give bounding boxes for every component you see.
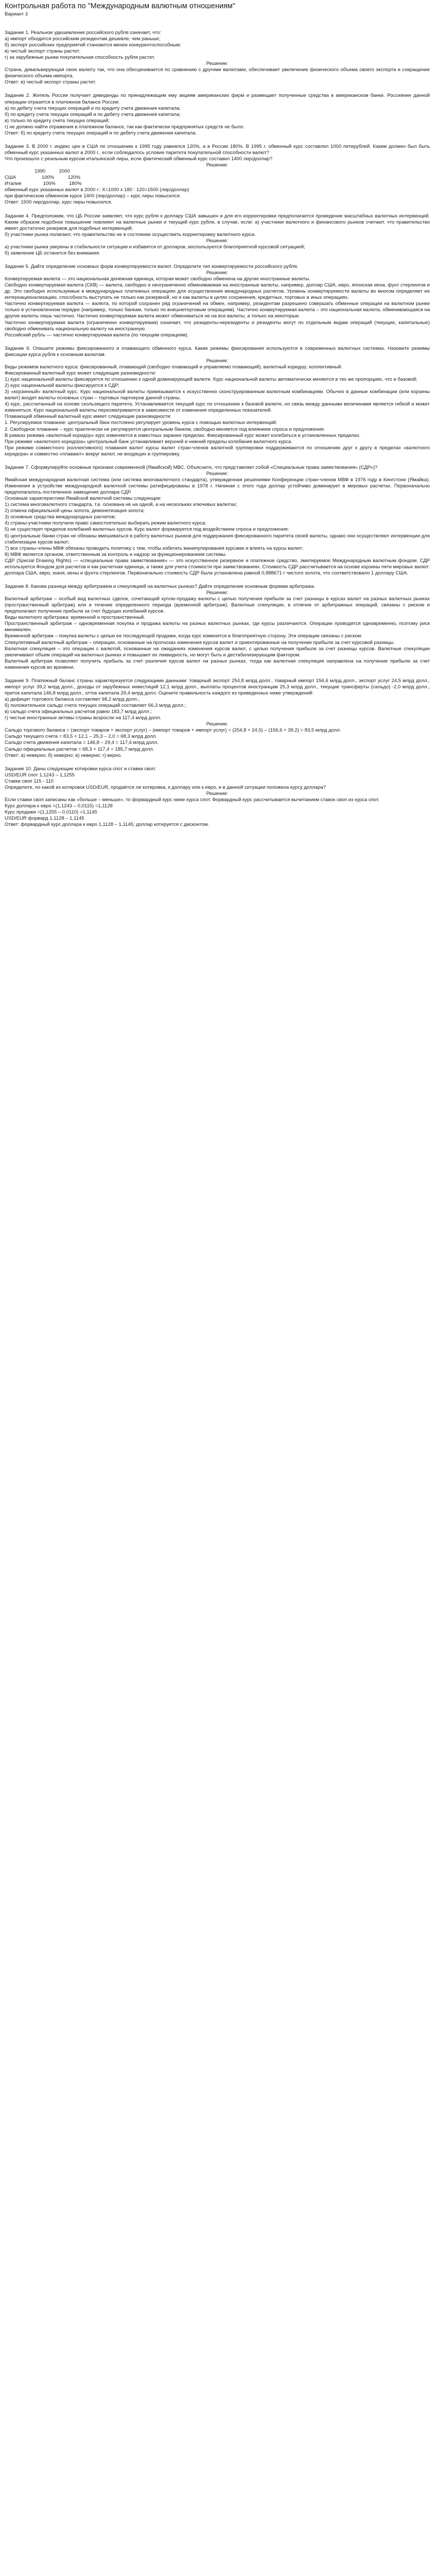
solution-heading: Решение: xyxy=(206,790,229,796)
text-paragraph: б) заявление ЦБ останется без внимания. xyxy=(5,250,100,256)
document-page xyxy=(0,0,436,828)
text-paragraph: в) чистый экспорт страны растет; xyxy=(5,48,81,55)
solution-heading: Решение: xyxy=(206,358,229,364)
text-paragraph: Спекулятивный валютный арбитраж – операции, основанные на прогнозах изменения курсов валют и ориентированные на получение прибыли за счет курсовой разницы. xyxy=(5,639,395,646)
task-section xyxy=(5,213,430,257)
task-section xyxy=(5,766,430,828)
text-paragraph: Основные характеристики Ямайской валютной системы следующие: xyxy=(5,496,162,502)
solution-heading: Решение: xyxy=(206,590,229,596)
text-paragraph: Ответ: б) по кредиту счета текущих операций и по дебету счета движения капитала. xyxy=(5,130,197,136)
text-paragraph: б) положительное сальдо счета текущих операций составляет 66,3 млрд долл.; xyxy=(5,703,186,709)
text-paragraph: 3) «корзинный» валютный курс. Курс национальной валюты привязывается к искусственно сконструированным валютным комбинациям. Обычно в данные комбинации (или корзины валют) входят валюты основных стран – торговых партнеров данной страны. xyxy=(5,389,430,401)
text-paragraph: 1. Регулируемое плавание: центральный банк постоянно регулирует уровень курса с помощью валютных интервенций. xyxy=(5,420,277,426)
text-paragraph: Валютная спекуляция – это операции с валютой, основанные на ожиданиях изменения курсов валют, с целью получения прибыли за счет разницы курсов. Валютные спекуляции увеличивают объем операций на валютных рынках и повышают их ликвидность, но могут быть и дестабилизирующим фактором. xyxy=(5,646,430,658)
variant-label: Вариант 3 xyxy=(5,11,28,17)
task-question: Задание 5. Дайте определение основных форм конвертируемости валют. Определите тип конвертируемости российского рубля. xyxy=(5,263,299,269)
text-paragraph: 1) система многовалютного стандарта, т.е. основана не на одной, а на нескольких ключевых валютах; xyxy=(5,502,237,508)
task-section xyxy=(5,346,430,457)
text-paragraph: при фактическом обменном курсе 1400 (лир/доллар) – курс лиры повысился. xyxy=(5,193,181,199)
task-section xyxy=(5,144,430,206)
text-paragraph: 1) курс национальной валюты фиксируется по отношению к одной доминирующей валюте. Курс национальной валюты автоматически меняется в тех же пропорциях, что и базовой; xyxy=(5,377,417,382)
text-paragraph: Частично конвертируемая валюта (ограниченно конвертируемая) означает, что резиденты-нерезиденты и резиденты могут по отдельным видам операций (текущие, капитальные) свободно обменивать национальную валюту на иностранную. xyxy=(5,319,430,332)
text-paragraph: а) дефицит торгового баланса составляет 98,2 млрд долл.; xyxy=(5,697,140,702)
text-paragraph: Ямайская международная валютная система (или система многовалютного стандарта), утвержденная решениями Конференции стран-членов МВФ в 1976 году в Кингстоне (Ямайка). Изменения в устройстве международной валютной системы ратифицированы в 1978 г. Начиная с этого года доллар устойчиво доминирует в мировых расчетах. Первоначально предполагалось постепенное замещение доллара СДР. xyxy=(5,477,430,496)
text-paragraph: Сальдо счета движения капитала = 146,8 – 29,4 = 117,4 млрд долл. xyxy=(5,740,159,746)
text-paragraph: USD/EUR форвард 1,1128 – 1,1145 xyxy=(5,816,84,822)
text-paragraph: Виды валютного арбитража: временной и пространственный. xyxy=(5,615,145,621)
text-paragraph: 3) основные средства международных расчетов; xyxy=(5,514,116,520)
text-paragraph: Российский рубль — частично конвертируемая валюта (по текущим операциям). xyxy=(5,332,189,338)
tasks-container xyxy=(5,30,430,828)
task-question: Задание 6. Опишите режимы фиксированного и плавающего обменного курса. Какие режимы фиксирования используются в современных валютных системах. Назовите режимы фиксации курса рубля к основным валютам. xyxy=(5,345,430,358)
text-paragraph: б) экспорт российских предприятий становится менее конкурентоспособным; xyxy=(5,42,181,48)
text-paragraph: Ответ: в) чистый экспорт страны растет. xyxy=(5,79,96,86)
text-paragraph: Валютный арбитраж – особый вид валютных сделок, сочетающий куплю-продажу валюты с целью получения прибыли за счет разницы в курсах валют на разных валютных рынках (пространственный арбитраж) или в течение определенного периода (временной арбитраж). Валютные спекуляции, в отличие от арбитражных операций, связаны с риском и предполагают получение прибыли за счет будущих колебаний курсов. xyxy=(5,596,430,615)
text-paragraph: Валютный арбитраж позволяет получить прибыль за счет различия курсов валют на разных рынках, тогда как валютная спекуляция направлена на получение прибыли за счет изменения курсов во времени. xyxy=(5,658,430,670)
solution-heading: Решение: xyxy=(206,238,229,244)
text-paragraph: 8) МВФ является органом, ответственным за контроль и надзор за функционированием системы. xyxy=(5,551,227,557)
text-paragraph: Определите, по какой из котировок USD/EUR, продаётся ли котировка, к доллару или к евро, и в данной ситуации положена курсу доллара? xyxy=(5,784,326,790)
text-paragraph: а) по дебету счета текущих операций и по кредиту счета движения капитала; xyxy=(5,105,181,111)
task-section xyxy=(5,465,430,577)
text-paragraph: СДР (Special Drawing Rights) — «специальные права заимствования» — это искусственное резервное и платежное средство, эмитируемое Международным валютным фондом. СДР используется Фондом для расчетов и как расчетная единица, а также для учета стоимости при заимствованиях. Стоимость СДР рассчитывается на основе корзины пяти мировых валют: доллара США, евро, юаня, иены и фунта стерлингов. Первоначально стоимость СДР была установлена равной 0,888671 г чистого золота, что соответствовало 1 доллару США. xyxy=(5,557,430,576)
text-paragraph: а) участники рынка уверены в стабильности ситуации и избавятся от долларов, воспользуются благоприятной курсовой ситуацией; xyxy=(5,244,305,250)
text-paragraph: При режиме «валютного коридора» центральный банк устанавливает верхний и нижний пределы колебания валютного курса. xyxy=(5,438,292,445)
text-paragraph: Ответ: форвардный курс доллара к евро 1,1128 – 1,1145; доллар котируется с дисконтом. xyxy=(5,822,210,828)
task-section xyxy=(5,678,430,759)
text-paragraph: г) чистые иностранные активы страны возросли на 117,4 млрд долл. xyxy=(5,715,162,721)
text-paragraph: В рамках режима «валютный коридор» курс изменяется в известных заранее пределах. Фиксированный курс может колебаться в установленных пределах. xyxy=(5,432,361,438)
text-paragraph: б) участники рынка полагают, что правительство не в состоянии осуществить корректировку валютного курса. xyxy=(5,231,256,238)
document-title: Контрольная работа по "Международным валютным отношениям" xyxy=(5,2,236,10)
text-paragraph: в) только по кредиту счета текущих операций; xyxy=(5,117,110,124)
text-paragraph: Фиксированный валютный курс может следующие разновидности: xyxy=(5,370,156,376)
text-paragraph: Если ставки своп записаны как «больше – меньше», то форвардный курс ниже курса спот. Форвардный курс рассчитывается вычитанием ставок своп из курса спот. xyxy=(5,796,379,803)
task-section xyxy=(5,93,430,136)
solution-heading: Решение: xyxy=(206,470,229,477)
task-question: Задание 2. Житель России получает дивиденды по принадлежащим ему акциям американских фирм и размещает полученные средства в американском банке. Россиянин данной операции отразится в платежном балансе России: xyxy=(5,93,430,105)
solution-heading: Решение: xyxy=(206,162,229,168)
text-paragraph: 5) не существует пределов колебаний валютных курсов. Курс валют формируется под воздействием спроса и предложения; xyxy=(5,527,289,533)
solution-heading: Решение: xyxy=(206,721,229,727)
text-paragraph: Сальдо официальных расчетов = 68,3 + 117,4 = 185,7 млрд долл. xyxy=(5,746,154,752)
task-section xyxy=(5,264,430,338)
data-table: 1990 2000 США 100% 120% Италия 100% 180% xyxy=(5,168,82,187)
text-paragraph: 2. Свободное плавание – курс практически не регулируется центральным банком, свободно меняется под влиянием спроса и предложения. xyxy=(5,426,325,432)
text-paragraph: а) импорт обходится российским резидентам дешевле, чем раньше; xyxy=(5,36,161,42)
task-question: Задание 10. Даны следующие котировки курса спот и ставки своп: xyxy=(5,766,156,772)
text-paragraph: б) по кредиту счета текущих операций и по дебету счета движения капитала; xyxy=(5,111,181,117)
task-question: Задание 7. Сформулируйте основные признаки современной (Ямайской) МВС. Объясните, что представляет собой «Специальные права заимствования» (СДР»)? xyxy=(5,464,378,470)
text-paragraph: Курс продажи =(1,1255 – 0,0110) =1,1145 xyxy=(5,809,97,816)
text-paragraph: 4) курс, рассчитанный на основе скользящего паритета. Устанавливается текущий курс по отношению к базовой валюте, но связь между данными величинами является гибкой и может изменяться. Курс национальной валюты пересматривается в зависимости от изменения определенных показателей. xyxy=(5,401,430,414)
text-paragraph: в) сальдо счета официальных расчетов равно 183,7 млрд долл.; xyxy=(5,709,152,715)
text-paragraph: Что произошло с реальным курсом итальянской лиры, если фактический обменный курс составил 1400 лир/доллар? xyxy=(5,156,273,162)
text-paragraph: Пространственный арбитраж – одновременная покупка и продажа валюты на разных валютных рынках, где курсы различаются. Операции проводятся одновременно, поэтому риск минимален. xyxy=(5,621,430,633)
text-paragraph: 4) страны-участники получили право самостоятельно выбирать режим валютного курса; xyxy=(5,520,206,527)
solution-heading: Решение: xyxy=(206,61,229,67)
text-paragraph: Частично конвертируемая валюта — валюта, по которой сохранен ряд ограничений на обмен, например, резидентам разрешено совершать обменные операции на валютном рынке только в установленном порядке (например, только банкам, только по внешнеторговым операциям). Частично конвертируемая валюта – это национальная валюта, обменивающаяся на другие валюты лишь частично. Частично конвертируемая валюта может обмениваться не на все валюты, а только на некоторые. xyxy=(5,301,430,319)
text-paragraph: Ответ: 1500 лир/доллар, курс лиры повысился. xyxy=(5,199,112,206)
text-paragraph: Виды режимов валютного курса: фиксированный, плавающий (свободно плавающий и управляемо плавающий), валютный коридор, коллективный. xyxy=(5,364,342,370)
task-question: Задание 4. Предположим, что ЦБ России заявляет, что курс рубля к доллару США завышен и для его корректировки предполагается проведение масштабных валютных интервенций. Каким образом подобное повышение повлияет на валютные рынки и текущий курс рубля, в случае, если: а) участники валютного и финансового рынков считают, что правительство имеет достаточно резервов для подобных интервенций; xyxy=(5,213,430,231)
text-paragraph: Временной арбитраж – покупка валюты с целью ее последующей продажи, когда курс изменится в благоприятную сторону. Эти операции связаны с риском. xyxy=(5,633,362,639)
text-paragraph: USD/EUR спот 1,1243 – 1,1255 xyxy=(5,772,75,778)
text-paragraph: г) за зарубежные рынки покупательная способность рубля растет. xyxy=(5,55,155,61)
text-paragraph: Ставки своп 115 - 110 xyxy=(5,778,54,784)
text-paragraph: Курс доллара к евро =(1,1243 – 0,0115) =1,1128 xyxy=(5,803,113,809)
text-paragraph: 2) курс национальной валюты фиксируется к СДР; xyxy=(5,383,119,389)
text-paragraph: обменный курс указанных валют в 2000 г.: X=1000 х 180 : 120=1500 (лир/доллар) xyxy=(5,187,189,193)
text-paragraph: При режиме совместного (коллективного) плавания валют курсы валют стран-членов валютной группировки поддерживаются по отношению друг к другу в пределах «валютного коридора» и совместно «плавают» вокруг валют, не входящих в группировку. xyxy=(5,445,430,457)
text-paragraph: Плавающий обменный валютный курс имеет следующие разновидности: xyxy=(5,414,172,420)
text-paragraph: Ответ: а) неверно; б) неверно; в) неверно; г) верно. xyxy=(5,752,122,758)
text-paragraph: Страна, девальвирующая свою валюту так, что она обесценивается по сравнению с другими валютами, обеспечивает увеличение физического объема своего экспорта и сокращение физического объема импорта. xyxy=(5,67,430,79)
text-paragraph: Конвертируемая валюта — это национальная денежная единица, которая может свободно обменена на другие иностранные валюты. xyxy=(5,276,310,282)
solution-heading: Решение: xyxy=(206,270,229,276)
task-question: Задание 1. Реальное удешевление российского рубля означает, что: xyxy=(5,29,161,36)
text-paragraph: Сальдо текущего счета = 83,5 + 12,1 – 25,3 – 2,0 = 68,3 млрд долл. xyxy=(5,734,158,740)
text-paragraph: г) не должно найти отражения в платежном балансе, так как фактически предпринятых средств не было. xyxy=(5,124,245,130)
text-paragraph: Сальдо торгового баланса = (экспорт товаров + экспорт услуг) – (импорт товаров + импорт услуг) = (254,8 + 24,5) – (156,6 + 39,2) = 83,5 млрд долл. xyxy=(5,727,341,734)
task-question: Задание 3. В 2000 г. индекс цен в США по отношению к 1995 году равнялся 120%, а в России 180%. В 1995 г. обменный курс составлял 1000 пятирублей. Каким должен был быть обменный курс указанных валют в 2000 г., если соблюдалось условие паритета покупательной способности валют? xyxy=(5,143,430,156)
task-section xyxy=(5,30,430,86)
task-question: Задание 8. Какова разница между арбитражем и спекуляцией на валютных рынках? Дайте определение основным формам арбитража. xyxy=(5,583,316,589)
text-paragraph: Свободно конвертируемая валюта (СКВ) — валюта, свободно и неограниченно обмениваемая на иностранные валюты, например, доллар США, евро, японская иена, фунт стерлингов и др. Это свободно используемые в международных платежных операциях для осуществления международных расчетов. Уровень конвертируемости валюты во многом определяет ее интернационализацию, способность выступать не только как резервной, но и как валюты в целях сохранения, кредитных, торговых и иных операциях. xyxy=(5,282,430,301)
text-paragraph: 6) центральные банки стран не обязаны вмешиваться в работу валютных рынков для поддержания фиксированного паритета своей валюты, однако они осуществляют интервенции для стабилизации курсов валют; xyxy=(5,533,430,545)
task-question: Задание 9. Платежный баланс страны характеризуется следующими данными: товарный экспорт 254,8 млрд долл., товарный импорт 156,6 млрд долл., экспорт услуг 24,5 млрд долл., импорт услуг 39,2 млрд долл., доходы от зарубежных инвестиций 12,1 млрд долл., выплаты процентов иностранцам 25,3 млрд долл., текущие трансферты (сальдо) -2,0 млрд долл., приток капитала 146,8 млрд долл., отток капитала 29,4 млрд долл. Оцените правильность каждого из приведенных ниже утверждений: xyxy=(5,677,430,696)
text-paragraph: 2) отмена официальной цены золота, демонетизация золота; xyxy=(5,508,145,514)
text-paragraph: 7) все страны-члены МВФ обязаны проводить политику с тем, чтобы избегать манипулирования курсами и влиять на курсы валют; xyxy=(5,545,304,551)
task-section xyxy=(5,584,430,671)
